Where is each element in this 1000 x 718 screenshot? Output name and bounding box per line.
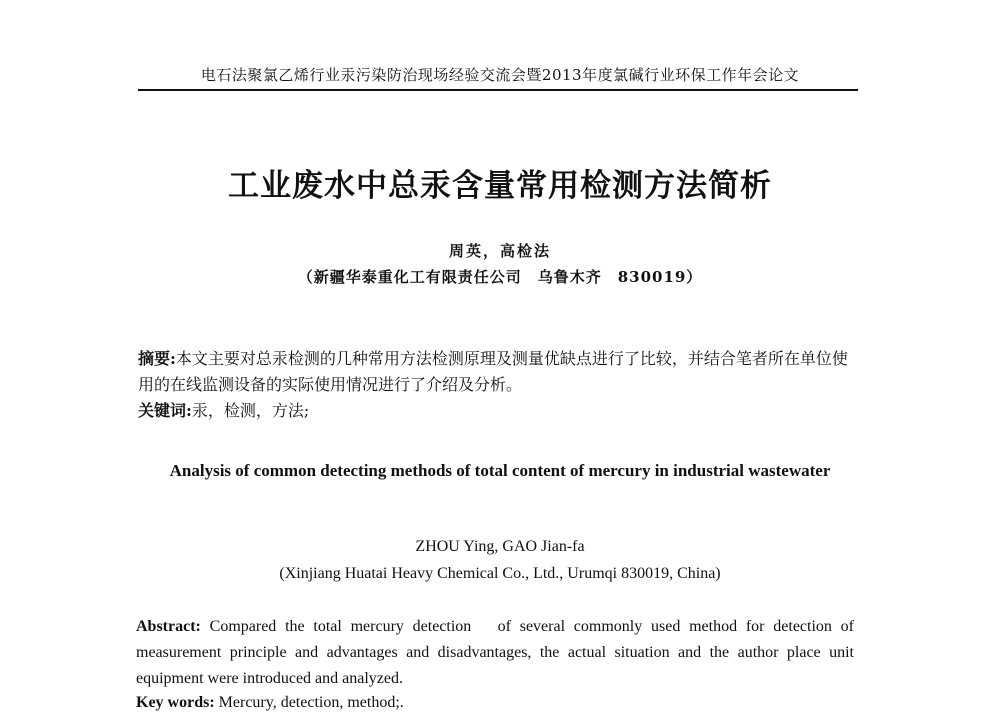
abstract-en (136, 614, 859, 692)
authors-cn: 周英，高检法 (448, 242, 551, 260)
keywords-en-text: Mercury, detection, method;. (218, 694, 404, 711)
affiliation-en: (Xinjiang Huatai Heavy Chemical Co., Ltd., Urumqi 830019, China) (279, 565, 721, 582)
affiliation-cn: （新疆华泰重化工有限责任公司 乌鲁木齐 830019） (297, 268, 703, 286)
title-en: Analysis of common detecting methods of total content of mercury in industrial wastewater (169, 461, 831, 480)
abstract-en-text: Compared the total mercury detection of several commonly used method for detection of measurement principle and advantages and disadvantages, the actual situation and the author place unit equipment were introduced and analyzed. (136, 618, 859, 687)
abstract-cn-text: 本文主要对总汞检测的几种常用方法检测原理及测量优缺点进行了比较，并结合笔者所在单位使用的在线监测设备的实际使用情况进行了介绍及分析。 (138, 349, 848, 394)
keywords-cn-label: 关键词: (138, 401, 192, 420)
keywords-en (136, 690, 854, 716)
keywords-cn-text: 汞，检测，方法; (191, 401, 310, 420)
title-cn: 工业废水中总汞含量常用检测方法简析 (228, 168, 772, 204)
abstract-cn (138, 346, 858, 398)
authors-en: ZHOU Ying, GAO Jian-fa (415, 538, 585, 555)
keywords-en-label: Key words: (136, 694, 215, 711)
abstract-cn-label: 摘要: (138, 349, 176, 368)
keywords-cn (138, 398, 858, 424)
header-rule (138, 89, 858, 91)
running-header: 电石法聚氯乙烯行业汞污染防治现场经验交流会暨2013年度氯碱行业环保工作年会论文 (200, 66, 800, 84)
abstract-en-label: Abstract: (136, 618, 201, 635)
